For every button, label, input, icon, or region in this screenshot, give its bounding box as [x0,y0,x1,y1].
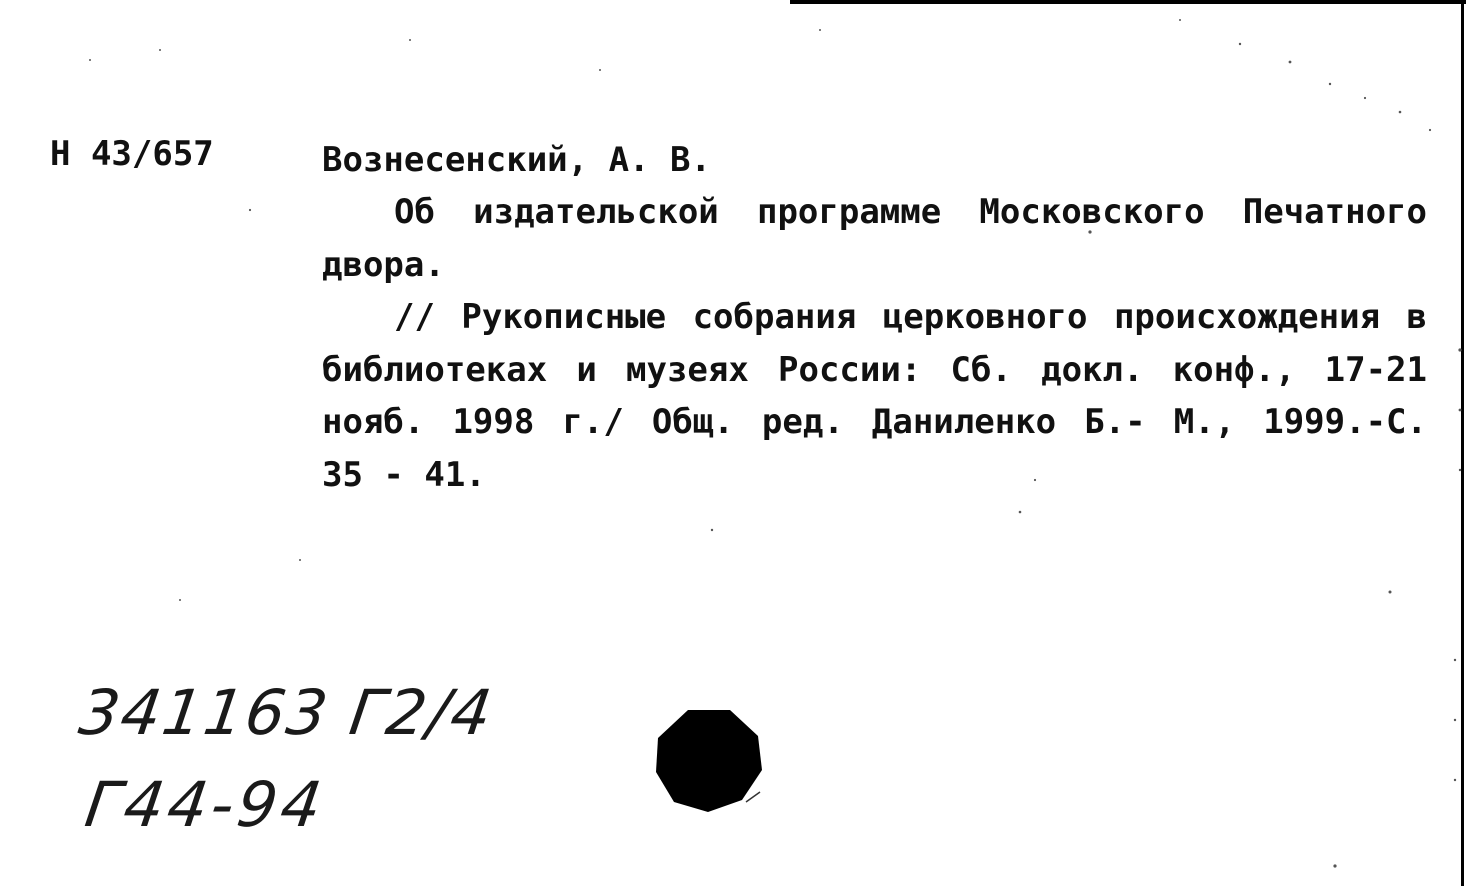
title: Об издательской программе Московского Печатного двора. [322,192,1427,285]
shelfmark: Н 43/657 [50,134,214,174]
handwritten-class-code: Г44-94 [80,768,330,841]
bibliographic-entry [322,134,1427,501]
handwritten-inventory-number: 341163 Г2/4 [74,676,498,749]
source-citation: // Рукописные собрания церковного происхождения в библиотеках и музеях России: Сб. докл. конф., 17-21 нояб. 1998 г./ Общ. ред. Даниленко Б.- М., 1999.-С. 35 - 41. [322,297,1427,495]
punch-hole [650,706,768,814]
author: Вознесенский, А. В. [322,140,711,180]
